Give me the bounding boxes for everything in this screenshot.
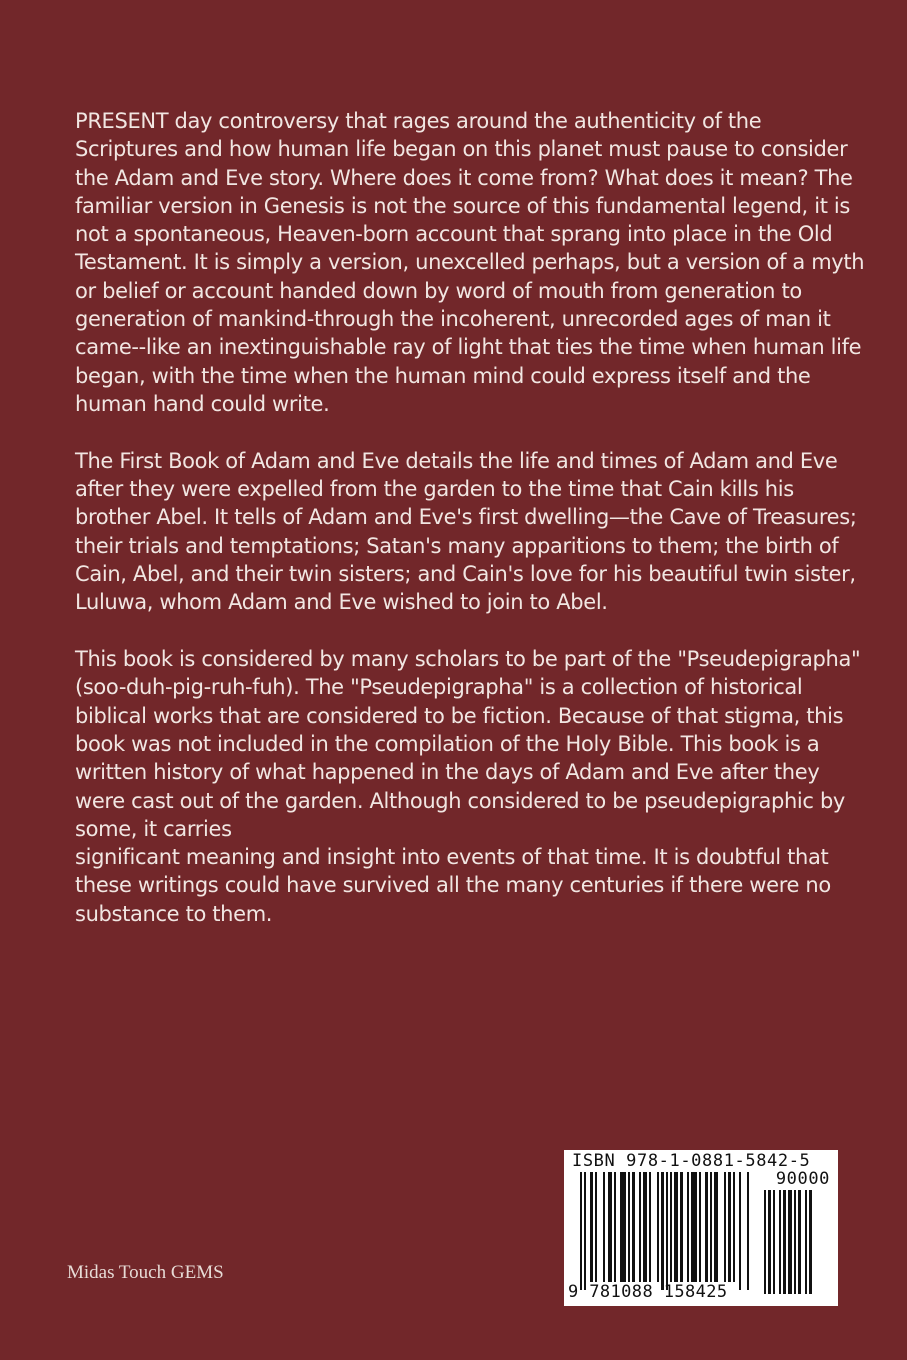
barcode-bar [699, 1172, 701, 1282]
barcode-bar [620, 1172, 626, 1282]
blurb-paragraph-1: PRESENT day controversy that rages around the authenticity of the Scriptures and how human life began on this planet must pause to consider the Adam and Eve story. Where does it come from? What does it mean? The familiar version in Genesis is not the source of this fundamental legend, it is not a spontaneous, Heaven-born account that sprang into place in the Old Testament. It is simply a version, unexcelled perhaps, but a version of a myth or belief or account handed down by word of mouth from generation to generation of mankind-through the incoherent, unrecorded ages of man it came--like an inextinguishable ray of light that ties the time when human life began, with the time when the human mind could express itself and the human hand could write. [75, 109, 865, 416]
barcode-bar [643, 1172, 647, 1282]
blurb-paragraph-2: The First Book of Adam and Eve details the life and times of Adam and Eve after they were expelled from the garden to the time that Cain kills his brother Abel. It tells of Adam and Eve's first dwelling—the Cave of Treasures; their trials and temptations; Satan's many apparitions to them; the birth of Cain, Abel, and their twin sisters; and Cain's love for his beautiful twin sister, Luluwa, whom Adam and Eve wished to join to Abel. [75, 448, 857, 615]
barcode-bar [798, 1190, 801, 1294]
isbn-barcode [564, 1150, 838, 1306]
barcode-bar [809, 1190, 812, 1294]
barcode-bar [595, 1172, 597, 1282]
barcode-bar [666, 1172, 668, 1290]
publisher-name: Midas Touch GEMS [67, 1262, 224, 1283]
price-code: 90000 [775, 1169, 830, 1189]
barcode-bar [705, 1172, 708, 1282]
barcode-bar [632, 1172, 635, 1282]
back-cover-blurb [75, 107, 865, 957]
barcode-bar [590, 1172, 593, 1282]
barcode-bar [728, 1172, 731, 1282]
barcode-bar [747, 1172, 749, 1290]
ean-digits: 9 781088 158425 [568, 1282, 728, 1302]
barcode-bar [779, 1190, 781, 1294]
isbn-label: ISBN 978-1-0881-5842-5 [572, 1151, 811, 1171]
barcode-bar [768, 1190, 771, 1294]
barcode-bar [680, 1172, 683, 1282]
barcode-bar [649, 1172, 651, 1282]
barcode-bar [714, 1172, 718, 1282]
barcode-bar [614, 1172, 616, 1282]
barcode-bar [764, 1190, 766, 1294]
barcode-bar [788, 1190, 792, 1294]
addon-barcode-bars [764, 1190, 826, 1294]
barcode-bar [674, 1172, 678, 1282]
barcode-bar [657, 1172, 659, 1282]
barcode-bar [670, 1172, 672, 1282]
barcode-bar [603, 1172, 605, 1282]
barcode-bar [584, 1172, 586, 1290]
barcode-bar [710, 1172, 712, 1282]
barcode-bar [691, 1172, 697, 1282]
barcode-bar [805, 1190, 807, 1294]
blurb-paragraph-3: This book is considered by many scholars to be part of the "Pseudepigrapha" (soo-duh-pig-ruh-fuh). The "Pseudepigrapha" is a collection of historical biblical works that are considered to be fiction. Because of that stigma, this book was not included in the compilation of the Holy Bible. This book is a written history of what happened in the days of Adam and Eve after they were cast out of the garden. Although considered to be pseudepigraphic by some, it carries significant meaning and insight into events of that time. It is doubtful that these writings could have survived all the many centuries if there were no substance to them. [75, 647, 861, 926]
barcode-bar [733, 1172, 735, 1282]
barcode-bar [687, 1172, 689, 1282]
barcode-bar [639, 1172, 641, 1282]
barcode-bars [580, 1172, 760, 1290]
barcode-bar [628, 1172, 630, 1282]
barcode-bar [794, 1190, 796, 1294]
barcode-bar [580, 1172, 582, 1290]
barcode-bar [608, 1172, 612, 1282]
barcode-bar [783, 1190, 786, 1294]
barcode-bar [724, 1172, 726, 1282]
barcode-bar [661, 1172, 664, 1290]
barcode-bar [773, 1190, 775, 1294]
barcode-bar [739, 1172, 741, 1290]
